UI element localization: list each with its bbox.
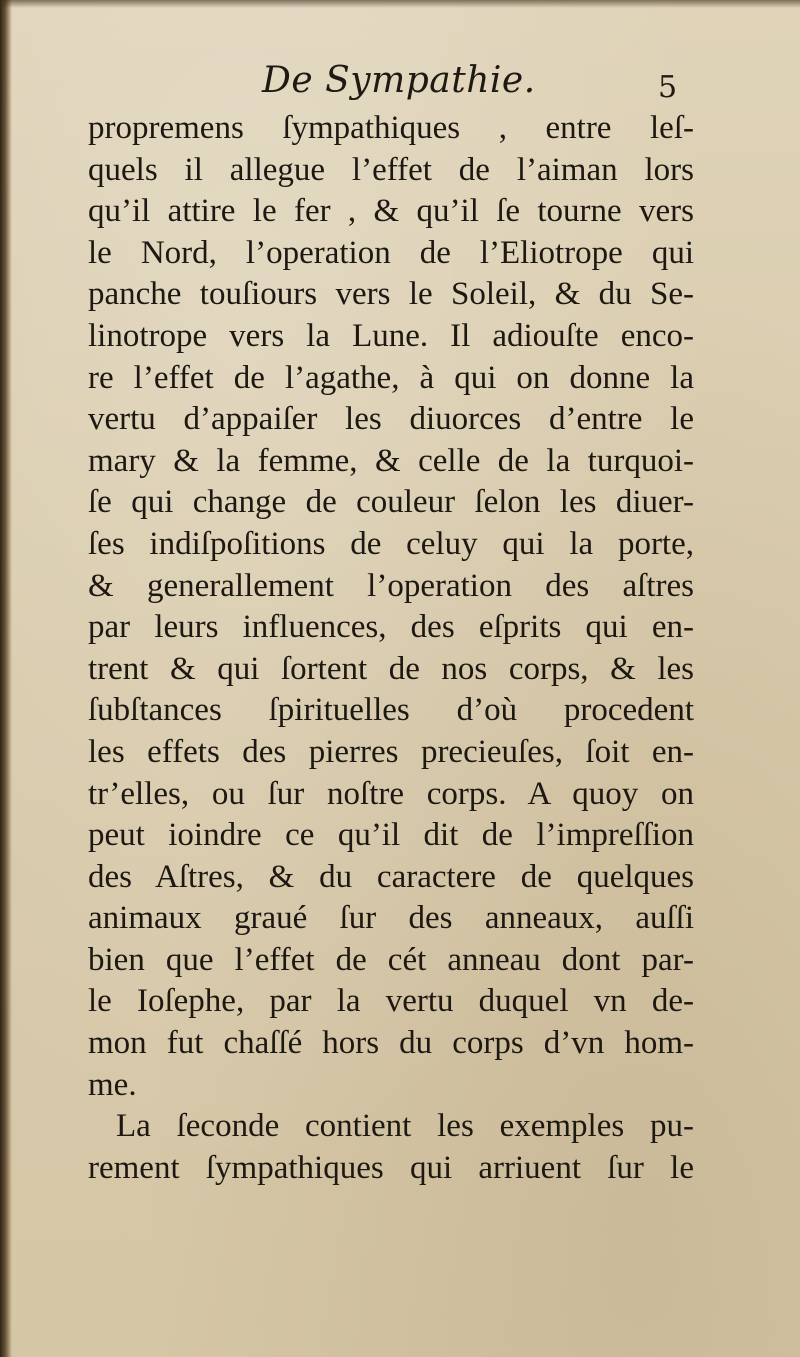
text-line: trent & qui ſortent de nos corps, & les	[88, 650, 694, 687]
text-line: des Aſtres, & du caractere de quelques	[88, 858, 694, 895]
text-line: quels il allegue l’effet de l’aiman lors	[88, 151, 694, 188]
text-line: par leurs influences, des eſprits qui en-	[88, 609, 694, 646]
text-line: les effets des pierres precieuſes, ſoit en-	[88, 733, 694, 770]
text-line: le Nord, l’operation de l’Eliotrope qui	[88, 234, 694, 271]
page-gutter-shadow	[0, 0, 12, 1357]
text-line: ſes indiſpoſitions de celuy qui la porte,	[88, 525, 694, 562]
running-head	[0, 60, 800, 108]
text-line-paragraph-end: me.	[88, 1066, 137, 1103]
text-line: animaux graué ſur des anneaux, auſſi	[88, 900, 694, 937]
text-line: re l’effet de l’agathe, à qui on donne la	[88, 359, 694, 396]
text-line: ſubſtances ſpirituelles d’où procedent	[88, 692, 694, 729]
text-line: propremens ſympathiques , entre leſ-	[88, 110, 694, 146]
running-head-title: De Sympathie.	[262, 60, 536, 101]
text-line: linotrope vers la Lune. Il adiouſte enco-	[88, 317, 694, 354]
text-line: le Ioſephe, par la vertu duquel vn de-	[88, 983, 694, 1020]
text-line: rement ſympathiques qui arriuent ſur le	[88, 1149, 694, 1186]
body-text	[88, 108, 694, 1189]
text-line: panche touſiours vers le Soleil, & du Se-	[88, 276, 694, 313]
text-line: peut ioindre ce qu’il dit de l’impreſſion	[88, 817, 694, 854]
text-line: bien que l’effet de cét anneau dont par-	[88, 941, 694, 978]
text-line: mon fut chaſſé hors du corps d’vn hom-	[88, 1025, 694, 1062]
text-line: qu’il attire le fer , & qu’il ſe tourne vers	[88, 193, 694, 230]
text-line: ſe qui change de couleur ſelon les diuer-	[88, 484, 694, 521]
text-line: vertu d’appaiſer les diuorces d’entre le	[88, 401, 694, 438]
page-number: 5	[658, 70, 678, 105]
text-line: mary & la femme, & celle de la turquoi-	[88, 442, 694, 479]
text-line: tr’elles, ou ſur noſtre corps. A quoy on	[88, 775, 694, 812]
page-top-edge	[0, 0, 800, 8]
text-line: & generallement l’operation des aſtres	[88, 567, 694, 604]
text-line-paragraph-start: La ſeconde contient les exemples pu-	[116, 1108, 694, 1145]
